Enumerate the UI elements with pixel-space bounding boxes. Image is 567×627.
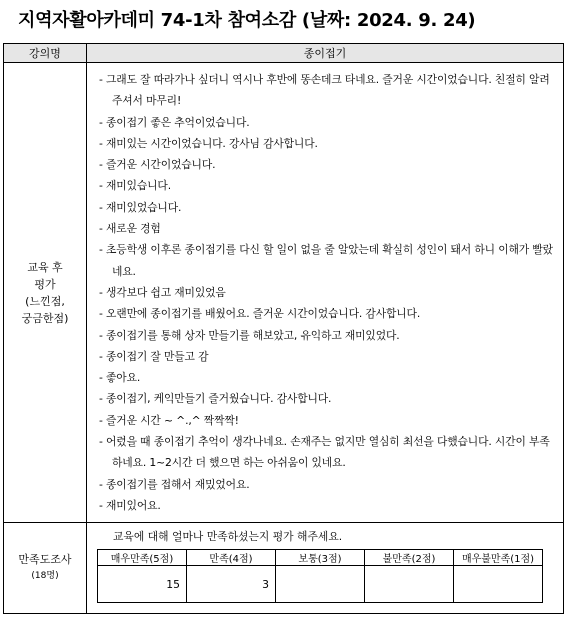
score-value-neutral <box>276 566 365 603</box>
score-table <box>97 549 543 603</box>
score-value-very-satisfied: 15 <box>98 566 187 603</box>
score-col-neutral: 보통(3점) <box>276 550 365 566</box>
score-value-dissatisfied <box>365 566 454 603</box>
score-col-satisfied: 만족(4점) <box>187 550 276 566</box>
list-item: - 재미있어요. <box>99 498 161 512</box>
list-item: - 좋아요. <box>99 371 141 385</box>
satisfaction-label-text: 만족도조사 <box>18 553 72 567</box>
list-item: - 종이접기를 통해 상자 만들기를 해보았고, 유익하고 재미있었다. <box>99 328 400 342</box>
score-col-dissatisfied: 불만족(2점) <box>365 550 454 566</box>
satisfaction-row <box>4 523 564 614</box>
score-col-very-dissatisfied: 매우불만족(1점) <box>454 550 543 566</box>
evaluation-label-line4: 궁금한점) <box>21 311 69 325</box>
list-item: - 그래도 잘 따라가나 싶더니 역시나 후반에 똥손데크 타네요. 즐거운 시간이었습니다. 친절히 알려주셔서 마무리! <box>99 73 550 108</box>
list-item: - 재미있는 시간이었습니다. 강사님 감사합니다. <box>99 136 318 150</box>
comments-cell <box>87 63 564 523</box>
score-value-row <box>98 566 543 603</box>
list-item: - 재미있습니다. <box>99 179 171 193</box>
list-item: - 초등학생 이후론 종이접기를 다신 할 일이 없을 줄 알았는데 확실히 성인이 돼서 하니 이해가 빨랐네요. <box>99 243 553 278</box>
survey-question: 교육에 대해 얼마나 만족하셨는지 평가 해주세요. <box>113 530 343 544</box>
evaluation-label-line2: 평가 <box>34 277 56 291</box>
table-header-row <box>4 44 564 63</box>
list-item: - 재미있었습니다. <box>99 200 182 214</box>
list-item: - 새로운 경험 <box>99 222 161 236</box>
list-item: - 종이접기, 케익만들기 즐거웠습니다. 감사합니다. <box>99 392 332 406</box>
list-item: - 종이접기 잘 만들고 감 <box>99 349 209 363</box>
list-item: - 즐거운 시간이었습니다. <box>99 158 216 172</box>
list-item: - 즐거운 시간 ~ ^.,^ 짝짝짝! <box>99 413 239 427</box>
page-title: 지역자활아카데미 74-1차 참여소감 (날짜: 2024. 9. 24) <box>18 10 476 31</box>
list-item: - 종이접기 좋은 추억이었습니다. <box>99 115 250 129</box>
evaluation-row <box>4 63 564 523</box>
evaluation-label <box>4 63 87 523</box>
survey-cell <box>87 523 564 614</box>
score-value-satisfied: 3 <box>187 566 276 603</box>
evaluation-label-line3: (느낀점, <box>25 294 65 308</box>
list-item: - 오랜만에 종이접기를 배웠어요. 즐거운 시간이었습니다. 감사합니다. <box>99 307 421 321</box>
score-header-row <box>98 550 543 566</box>
score-value-very-dissatisfied <box>454 566 543 603</box>
header-lecture-label: 강의명 <box>4 44 87 63</box>
evaluation-label-line1: 교육 후 <box>27 260 63 274</box>
list-item: - 어렸을 때 종이접기 추억이 생각나네요. 손재주는 없지만 열심히 최선을 다했습니다. 시간이 부족하네요. 1~2시간 더 했으면 하는 아쉬움이 있네요. <box>99 435 550 470</box>
header-lecture-name: 종이접기 <box>87 44 564 63</box>
respondent-count: (18명) <box>31 571 59 582</box>
evaluation-table <box>3 43 564 614</box>
satisfaction-label <box>4 523 87 614</box>
list-item: - 생각보다 쉽고 재미있었음 <box>99 285 226 299</box>
comments-list <box>99 69 555 516</box>
score-col-very-satisfied: 매우만족(5점) <box>98 550 187 566</box>
list-item: - 종이접기를 접해서 재밌었어요. <box>99 477 250 491</box>
